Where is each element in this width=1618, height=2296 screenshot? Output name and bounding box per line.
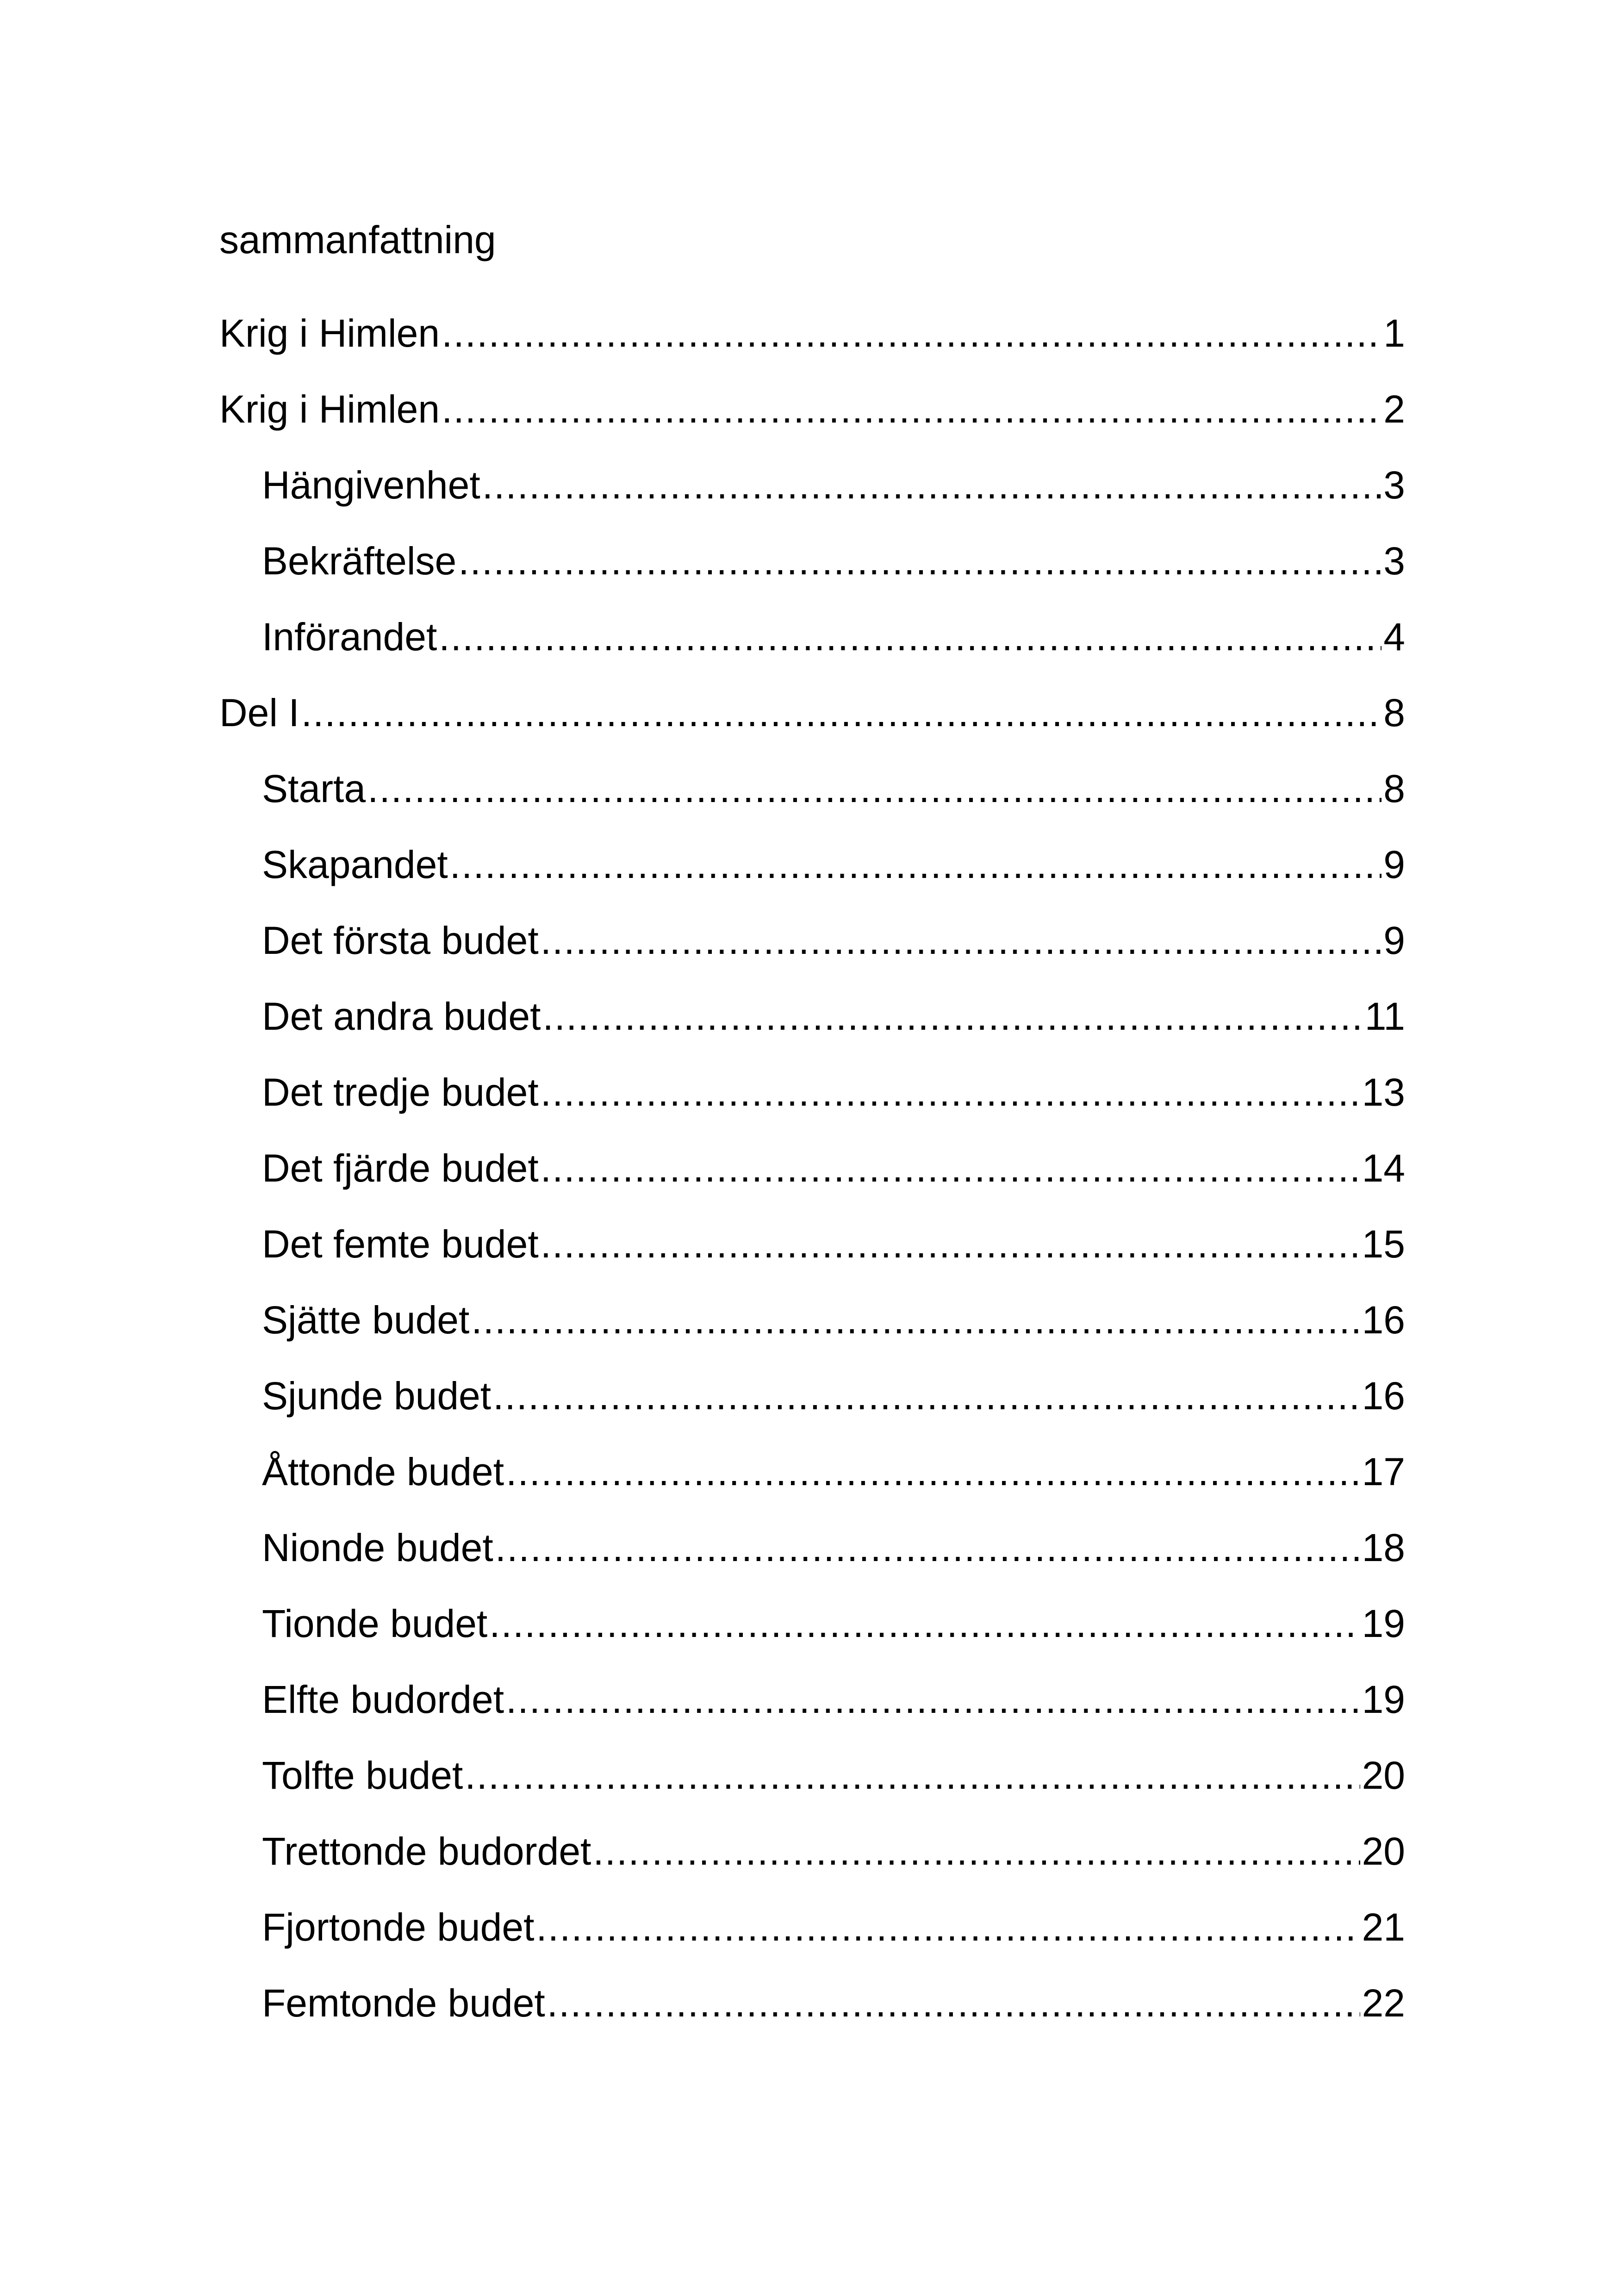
toc-entry[interactable]	[219, 1898, 1405, 1973]
toc-entry-leader	[442, 304, 1382, 363]
toc-entry-page-number: 1	[1383, 311, 1405, 355]
toc-entry[interactable]	[219, 1822, 1405, 1898]
toc-entry-leader	[458, 531, 1382, 591]
toc-entry-leader	[536, 1898, 1360, 1957]
toc-entry-page-number: 22	[1362, 1981, 1405, 2025]
toc-entry-page-number: 20	[1362, 1829, 1405, 1873]
toc-entry[interactable]	[219, 380, 1405, 455]
toc-entry-title: Tionde budet	[262, 1602, 488, 1645]
toc-entry-leader	[471, 1290, 1360, 1350]
toc-entry-leader	[301, 683, 1382, 742]
toc-entry-title: Det första budet	[262, 919, 539, 962]
toc-entry-title: Skapandet	[262, 843, 448, 886]
toc-entry[interactable]	[219, 455, 1405, 531]
toc-entry[interactable]	[219, 1973, 1405, 2049]
toc-entry-leader	[465, 1746, 1360, 1805]
toc-entry[interactable]	[219, 911, 1405, 987]
toc-entry-title: Starta	[262, 767, 366, 810]
toc-entry-page-number: 15	[1362, 1222, 1405, 1266]
toc-entry-page-number: 4	[1383, 615, 1405, 659]
toc-entry-page-number: 9	[1383, 919, 1405, 962]
toc-entry-page-number: 11	[1364, 995, 1405, 1038]
toc-entry-page-number: 3	[1383, 463, 1405, 507]
toc-entry-page-number: 18	[1362, 1526, 1405, 1569]
toc-entry-page-number: 17	[1362, 1450, 1405, 1493]
toc-entry-page-number: 14	[1362, 1146, 1405, 1190]
toc-entry-leader	[541, 1063, 1360, 1122]
toc-entry-leader	[493, 1366, 1360, 1425]
toc-entry-leader	[542, 987, 1363, 1046]
toc-entry-page-number: 2	[1383, 387, 1405, 431]
toc-entry[interactable]	[219, 1594, 1405, 1670]
toc-entry[interactable]	[219, 1442, 1405, 1518]
toc-entry-leader	[547, 1973, 1360, 2033]
toc-entry-title: Nionde budet	[262, 1526, 493, 1569]
toc-entry[interactable]	[219, 835, 1405, 911]
toc-entry-leader	[541, 1214, 1360, 1274]
toc-entry[interactable]	[219, 531, 1405, 607]
toc-entry-leader	[495, 1518, 1360, 1577]
toc-entry[interactable]	[219, 304, 1405, 380]
toc-entry-page-number: 8	[1383, 691, 1405, 734]
toc-entry-page-number: 9	[1383, 843, 1405, 886]
toc-entry[interactable]	[219, 1366, 1405, 1442]
toc-entry[interactable]	[219, 987, 1405, 1063]
toc-entry-title: Det fjärde budet	[262, 1146, 539, 1190]
toc-entry-leader	[593, 1822, 1360, 1881]
toc-entry-title: Sjunde budet	[262, 1374, 492, 1418]
toc-entry[interactable]	[219, 759, 1405, 835]
toc-entry-title: Elfte budordet	[262, 1678, 504, 1721]
toc-entry-leader	[489, 1594, 1360, 1653]
toc-entry-title: Del I	[219, 691, 299, 734]
toc-entry-title: Sjätte budet	[262, 1298, 470, 1342]
toc-entry-page-number: 16	[1362, 1374, 1405, 1418]
toc-entry-page-number: 19	[1362, 1602, 1405, 1645]
toc-entry-title: Trettonde budordet	[262, 1829, 591, 1873]
toc-entry[interactable]	[219, 1518, 1405, 1594]
toc-entry-title: Det andra budet	[262, 995, 541, 1038]
toc-entry-title: Krig i Himlen	[219, 387, 440, 431]
toc-entry-page-number: 16	[1362, 1298, 1405, 1342]
toc-entry-title: Åttonde budet	[262, 1450, 504, 1493]
toc-entry-leader	[442, 380, 1382, 439]
toc-entry-page-number: 19	[1362, 1678, 1405, 1721]
toc-entry[interactable]	[219, 607, 1405, 683]
toc-entry-title: Femtonde budet	[262, 1981, 545, 2025]
toc-entry-page-number: 20	[1362, 1754, 1405, 1797]
toc-entry-title: Tolfte budet	[262, 1754, 463, 1797]
toc-entry-leader	[482, 455, 1382, 515]
toc-entry-leader	[450, 835, 1382, 894]
toc-entry[interactable]	[219, 1670, 1405, 1746]
toc-entry-page-number: 21	[1362, 1905, 1405, 1949]
toc-entry-leader	[439, 607, 1382, 666]
toc-entry-title: Det tredje budet	[262, 1070, 539, 1114]
toc-entry[interactable]	[219, 1746, 1405, 1822]
toc-entry-title: Hängivenhet	[262, 463, 480, 507]
toc-entry[interactable]	[219, 1214, 1405, 1290]
toc-entry-page-number: 3	[1383, 539, 1405, 583]
toc-entry-leader	[541, 1139, 1360, 1198]
toc-list	[219, 304, 1405, 2049]
toc-entry-title: Det femte budet	[262, 1222, 539, 1266]
toc-entry-leader	[367, 759, 1382, 818]
toc-entry-title: Krig i Himlen	[219, 311, 440, 355]
toc-entry-title: Fjortonde budet	[262, 1905, 535, 1949]
toc-entry[interactable]	[219, 683, 1405, 759]
toc-entry-title: Införandet	[262, 615, 437, 659]
toc-entry-leader	[541, 911, 1382, 970]
toc-entry-leader	[506, 1670, 1360, 1729]
toc-entry-page-number: 8	[1383, 767, 1405, 810]
toc-entry-title: Bekräftelse	[262, 539, 457, 583]
toc-entry[interactable]	[219, 1139, 1405, 1214]
toc-entry[interactable]	[219, 1290, 1405, 1366]
toc-heading: sammanfattning	[219, 218, 496, 261]
toc-entry-page-number: 13	[1362, 1070, 1405, 1114]
toc-entry[interactable]	[219, 1063, 1405, 1139]
toc-entry-leader	[506, 1442, 1360, 1501]
